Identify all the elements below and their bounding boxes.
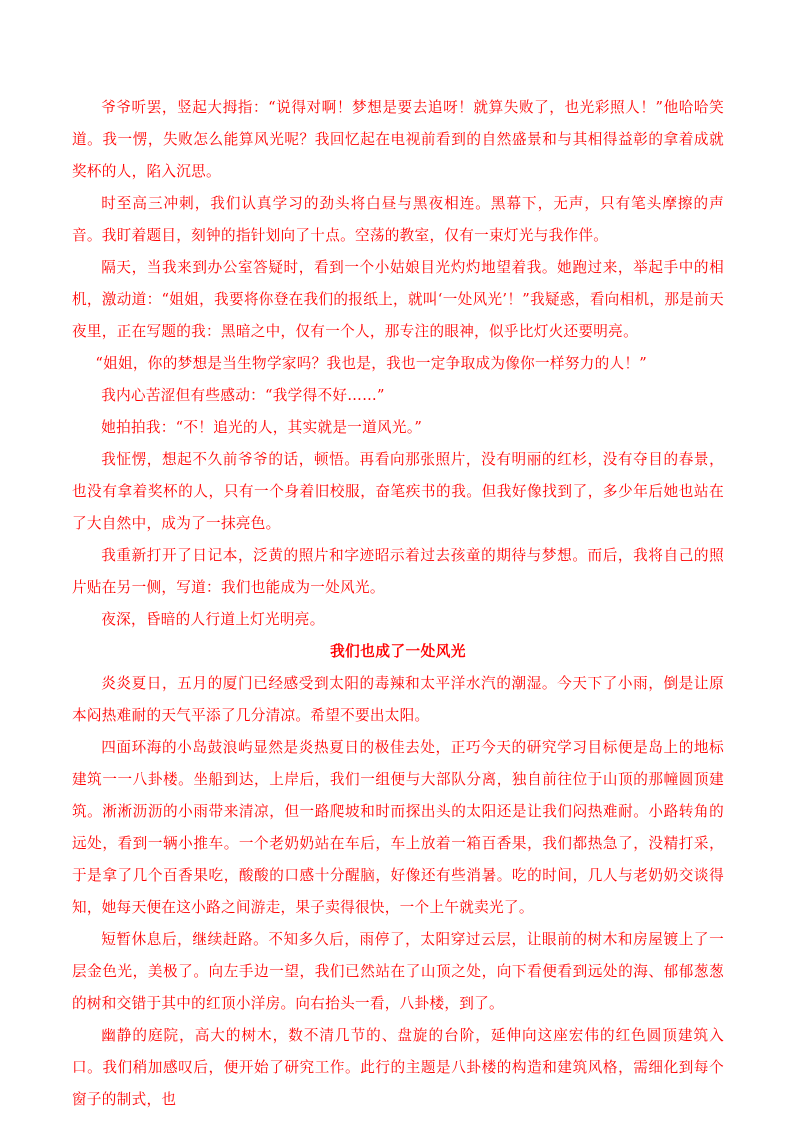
paragraph: 隔天，当我来到办公室答疑时，看到一个小姑娘目光灼灼地望着我。她跑过来，举起手中的相机，激动道：“姐姐，我要将你登在我们的报纸上，就叫‘一处风光’！”我疑惑，看向相机，那是前天夜里，正在写题的我：黑暗之中，仅有一个人，那专注的眼神，似乎比灯火还要明亮。	[72, 259, 724, 340]
section-title: 我们也成了一处风光	[330, 643, 466, 660]
paragraph: 我重新打开了日记本，泛黄的照片和字迹昭示着过去孩童的期待与梦想。而后，我将自己的照片贴在另一侧，写道：我们也能成为一处风光。	[72, 547, 724, 596]
paragraph: 爷爷听罢，竖起大拇指：“说得对啊！梦想是要去追呀！就算失败了，也光彩照人！”他哈哈笑道。我一愣，失败怎么能算风光呢？我回忆起在电视前看到的自然盛景和与其相得益彰的拿着成就奖杯的人，陷入沉思。	[72, 99, 724, 180]
paragraph: 四面环海的小岛鼓浪屿显然是炎热夏日的极佳去处，正巧今天的研究学习目标便是岛上的地标建筑一一八卦楼。坐船到达，上岸后，我们一组便与大部队分离，独自前往位于山顶的那幢圆顶建筑。淅淅沥沥的小雨带来清凉，但一路爬坡和时而探出头的太阳还是让我们闷热难耐。小路转角的远处，看到一辆小推车。一个老奶奶站在车后，车上放着一箱百香果，我们都热急了，没精打采，于是拿了几个百香果吃，酸酸的口感十分醒脑，好像还有些消暑。吃的时间，几人与老奶奶交谈得知，她每天便在这小路之间游走，果子卖得很快，一个上午就卖光了。	[72, 739, 724, 916]
paragraph: 幽静的庭院，高大的树木，数不清几节的、盘旋的台阶，延伸向这座宏伟的红色圆顶建筑入口。我们稍加感叹后，便开始了研究工作。此行的主题是八卦楼的构造和建筑风格，需细化到每个窗子的制式，也	[72, 1027, 724, 1108]
paragraph: 我内心苦涩但有些感动：“我学得不好……”	[101, 387, 385, 404]
paragraph: 炎炎夏日，五月的厦门已经感受到太阳的毒辣和太平洋水汽的潮湿。今天下了小雨，倒是让原本闷热难耐的天气平添了几分清凉。希望不要出太阳。	[72, 675, 724, 724]
paragraph: 时至高三冲刺，我们认真学习的劲头将白昼与黑夜相连。黑幕下，无声，只有笔头摩擦的声音。我盯着题目，刻钟的指针划向了十点。空荡的教室，仅有一束灯光与我作伴。	[72, 195, 724, 244]
paragraph: 短暂休息后，继续赶路。不知多久后，雨停了，太阳穿过云层，让眼前的树木和房屋镀上了一层金色光，美极了。向左手边一望，我们已然站在了山顶之处，向下看便看到远处的海、郁郁葱葱的树和交错于其中的红顶小洋房。向右抬头一看，八卦楼，到了。	[72, 931, 724, 1012]
paragraph: 她拍拍我：“不！追光的人，其实就是一道风光。”	[101, 419, 423, 436]
paragraph: “姐姐，你的梦想是当生物学家吗？我也是，我也一定争取成为像你一样努力的人！”	[95, 355, 648, 372]
paragraph: 夜深，昏暗的人行道上灯光明亮。	[101, 611, 325, 628]
paragraph: 我怔愣，想起不久前爷爷的话，顿悟。再看向那张照片，没有明丽的红杉，没有夺目的春景，也没有拿着奖杯的人，只有一个身着旧校服，奋笔疾书的我。但我好像找到了，多少年后她也站在了大自然中，成为了一抹亮色。	[72, 451, 724, 532]
